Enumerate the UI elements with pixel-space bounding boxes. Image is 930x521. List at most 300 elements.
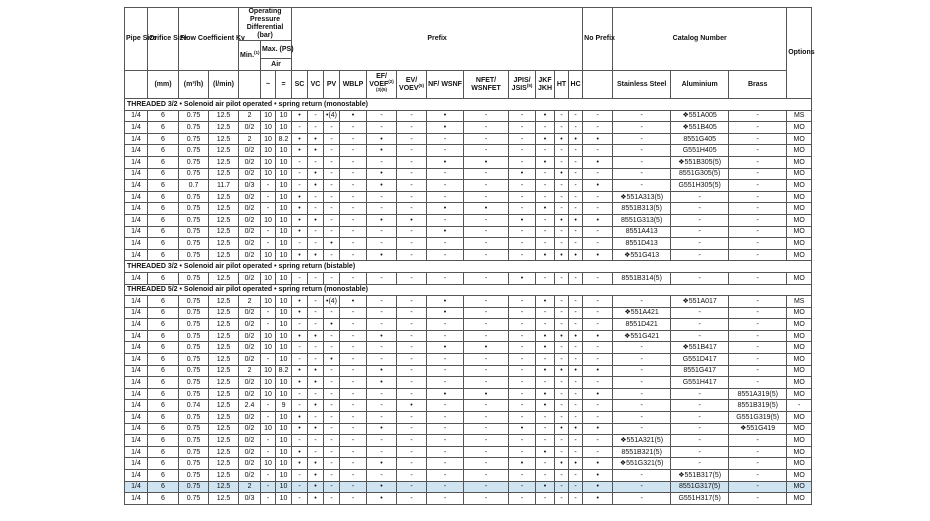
table-row bbox=[125, 470, 812, 482]
cell-no-prefix: • bbox=[583, 458, 613, 470]
catalog-aluminium: Aluminium bbox=[671, 71, 729, 99]
cell-pv: - bbox=[324, 180, 340, 192]
cell-kv-lmin: 12.5 bbox=[209, 191, 239, 203]
cell-ef: - bbox=[367, 388, 397, 400]
cell-wblp: - bbox=[340, 319, 367, 331]
cell-orifice-size: 6 bbox=[148, 423, 179, 435]
cell-kv-m3h: 0.75 bbox=[179, 145, 209, 157]
cell-nf: - bbox=[427, 168, 464, 180]
cell-ev: - bbox=[397, 319, 427, 331]
cell-kv-m3h: 0.75 bbox=[179, 307, 209, 319]
cell-ev: - bbox=[397, 412, 427, 424]
cell-vc: - bbox=[308, 156, 324, 168]
cell-brass: - bbox=[729, 203, 787, 215]
cell-pipe-size: 1/4 bbox=[125, 133, 148, 145]
table-row bbox=[125, 412, 812, 424]
cell-brass: - bbox=[729, 307, 787, 319]
cell-stainless: - bbox=[613, 388, 671, 400]
prefix-pv: PV bbox=[324, 71, 340, 99]
cell-ev: - bbox=[397, 133, 427, 145]
prefix-vc: VC bbox=[308, 71, 324, 99]
cell-ht: - bbox=[555, 481, 569, 493]
cell-sc: - bbox=[292, 122, 308, 134]
cell-nfet: - bbox=[464, 307, 509, 319]
cell-ef: - bbox=[367, 110, 397, 122]
cell-kv-m3h: 0.75 bbox=[179, 423, 209, 435]
table-row bbox=[125, 133, 812, 145]
cell-hc: - bbox=[569, 388, 583, 400]
cell-jpis: - bbox=[509, 296, 536, 308]
cell-sc: • bbox=[292, 203, 308, 215]
cell-pv: •(4) bbox=[324, 296, 340, 308]
cell-ef: - bbox=[367, 296, 397, 308]
cell-no-prefix: • bbox=[583, 493, 613, 505]
cell-sc: - bbox=[292, 354, 308, 366]
cell-nf: - bbox=[427, 191, 464, 203]
cell-kv-lmin: 12.5 bbox=[209, 330, 239, 342]
cell-hc: - bbox=[569, 238, 583, 250]
prefix-nf: NF/ WSNF bbox=[427, 71, 464, 99]
cell-vc: • bbox=[308, 168, 324, 180]
cell-kv-lmin: 12.5 bbox=[209, 354, 239, 366]
cell-pipe-size: 1/4 bbox=[125, 296, 148, 308]
table-row bbox=[125, 446, 812, 458]
cell-nfet: - bbox=[464, 272, 509, 284]
col-options: Options bbox=[787, 8, 812, 99]
cell-kv-m3h: 0.75 bbox=[179, 168, 209, 180]
cell-kv-lmin: 12.5 bbox=[209, 458, 239, 470]
cell-vc: - bbox=[308, 307, 324, 319]
cell-brass: - bbox=[729, 226, 787, 238]
cell-hc: - bbox=[569, 145, 583, 157]
cell-nf: - bbox=[427, 330, 464, 342]
cell-min-pressure: 0/2 bbox=[239, 191, 261, 203]
cell-aluminium: - bbox=[671, 226, 729, 238]
cell-max-ac: 10 bbox=[261, 377, 276, 389]
cell-orifice-size: 6 bbox=[148, 435, 179, 447]
cell-nfet: - bbox=[464, 435, 509, 447]
cell-max-ac: - bbox=[261, 481, 276, 493]
section-header bbox=[125, 284, 812, 296]
cell-ev: - bbox=[397, 203, 427, 215]
cell-pv: - bbox=[324, 249, 340, 261]
cell-brass: - bbox=[729, 481, 787, 493]
cell-nf: - bbox=[427, 423, 464, 435]
cell-jkf: - bbox=[536, 145, 555, 157]
cell-nfet: - bbox=[464, 400, 509, 412]
cell-jkf: • bbox=[536, 203, 555, 215]
cell-no-prefix: - bbox=[583, 377, 613, 389]
cell-jpis: - bbox=[509, 493, 536, 505]
cell-aluminium: - bbox=[671, 249, 729, 261]
cell-orifice-size: 6 bbox=[148, 307, 179, 319]
cell-pipe-size: 1/4 bbox=[125, 342, 148, 354]
cell-sc: - bbox=[292, 435, 308, 447]
cell-kv-lmin: 12.5 bbox=[209, 226, 239, 238]
cell-options: MO bbox=[787, 342, 812, 354]
cell-nfet: - bbox=[464, 377, 509, 389]
cell-sc: • bbox=[292, 145, 308, 157]
cell-brass: - bbox=[729, 133, 787, 145]
table-row bbox=[125, 388, 812, 400]
cell-nf: • bbox=[427, 156, 464, 168]
cell-orifice-size: 6 bbox=[148, 470, 179, 482]
catalog-brass: Brass bbox=[729, 71, 787, 99]
cell-pipe-size: 1/4 bbox=[125, 156, 148, 168]
cell-ef: - bbox=[367, 319, 397, 331]
cell-stainless: - bbox=[613, 168, 671, 180]
table-row bbox=[125, 272, 812, 284]
cell-nf: - bbox=[427, 133, 464, 145]
cell-pv: - bbox=[324, 435, 340, 447]
cell-nf: • bbox=[427, 203, 464, 215]
cell-max-ac: - bbox=[261, 412, 276, 424]
cell-options: MO bbox=[787, 319, 812, 331]
cell-ef: - bbox=[367, 307, 397, 319]
cell-max-dc: 8.2 bbox=[276, 133, 292, 145]
cell-no-prefix: - bbox=[583, 435, 613, 447]
cell-sc: • bbox=[292, 214, 308, 226]
cell-vc: - bbox=[308, 110, 324, 122]
cell-pipe-size: 1/4 bbox=[125, 168, 148, 180]
cell-jkf: - bbox=[536, 319, 555, 331]
cell-no-prefix: • bbox=[583, 423, 613, 435]
table-row bbox=[125, 168, 812, 180]
cell-ev: - bbox=[397, 388, 427, 400]
blank-header bbox=[239, 71, 261, 99]
cell-max-dc: 10 bbox=[276, 493, 292, 505]
cell-orifice-size: 6 bbox=[148, 330, 179, 342]
cell-wblp: - bbox=[340, 388, 367, 400]
table-row bbox=[125, 330, 812, 342]
cell-stainless: - bbox=[613, 493, 671, 505]
table-row bbox=[125, 296, 812, 308]
cell-ht: - bbox=[555, 388, 569, 400]
cell-jkf: • bbox=[536, 342, 555, 354]
cell-nf: • bbox=[427, 296, 464, 308]
cell-ev: - bbox=[397, 249, 427, 261]
cell-jpis: - bbox=[509, 307, 536, 319]
cell-kv-m3h: 0.75 bbox=[179, 272, 209, 284]
cell-max-dc: 10 bbox=[276, 238, 292, 250]
cell-wblp: - bbox=[340, 122, 367, 134]
cell-ht: - bbox=[555, 272, 569, 284]
cell-ht: • bbox=[555, 214, 569, 226]
cell-no-prefix: - bbox=[583, 122, 613, 134]
cell-aluminium: ❖551A005 bbox=[671, 110, 729, 122]
cell-pipe-size: 1/4 bbox=[125, 493, 148, 505]
cell-pv: - bbox=[324, 365, 340, 377]
cell-vc: • bbox=[308, 145, 324, 157]
cell-aluminium: - bbox=[671, 319, 729, 331]
cell-pv: - bbox=[324, 446, 340, 458]
cell-pv: - bbox=[324, 400, 340, 412]
cell-options: MO bbox=[787, 191, 812, 203]
cell-no-prefix: - bbox=[583, 342, 613, 354]
cell-nfet: - bbox=[464, 191, 509, 203]
cell-max-ac: 10 bbox=[261, 249, 276, 261]
cell-ev: - bbox=[397, 110, 427, 122]
cell-sc: • bbox=[292, 296, 308, 308]
valve-spec-table bbox=[124, 7, 815, 505]
col-prefix: Prefix bbox=[292, 8, 583, 71]
cell-kv-lmin: 12.5 bbox=[209, 238, 239, 250]
cell-sc: - bbox=[292, 272, 308, 284]
table-row bbox=[125, 238, 812, 250]
cell-nf: - bbox=[427, 412, 464, 424]
cell-max-dc: 10 bbox=[276, 214, 292, 226]
cell-max-dc: 10 bbox=[276, 435, 292, 447]
table-row bbox=[125, 458, 812, 470]
cell-brass: - bbox=[729, 446, 787, 458]
cell-nf: - bbox=[427, 214, 464, 226]
table-row bbox=[125, 342, 812, 354]
cell-orifice-size: 6 bbox=[148, 180, 179, 192]
cell-pv: • bbox=[324, 354, 340, 366]
cell-ht: - bbox=[555, 180, 569, 192]
cell-hc: - bbox=[569, 226, 583, 238]
cell-sc: • bbox=[292, 226, 308, 238]
cell-min-pressure: 2 bbox=[239, 481, 261, 493]
cell-options: MS bbox=[787, 110, 812, 122]
cell-max-ac: 10 bbox=[261, 272, 276, 284]
table-row bbox=[125, 214, 812, 226]
cell-wblp: - bbox=[340, 156, 367, 168]
cell-brass: 8551B319(5) bbox=[729, 400, 787, 412]
cell-no-prefix: • bbox=[583, 249, 613, 261]
cell-ev: - bbox=[397, 493, 427, 505]
cell-hc: - bbox=[569, 156, 583, 168]
cell-brass: - bbox=[729, 342, 787, 354]
cell-wblp: - bbox=[340, 203, 367, 215]
cell-min-pressure: 2 bbox=[239, 365, 261, 377]
cell-nfet: - bbox=[464, 238, 509, 250]
cell-stainless: - bbox=[613, 145, 671, 157]
cell-hc: • bbox=[569, 133, 583, 145]
cell-kv-m3h: 0.75 bbox=[179, 203, 209, 215]
cell-min-pressure: 0/2 bbox=[239, 226, 261, 238]
cell-vc: • bbox=[308, 423, 324, 435]
cell-brass: - bbox=[729, 272, 787, 284]
cell-kv-m3h: 0.75 bbox=[179, 156, 209, 168]
cell-aluminium: - bbox=[671, 203, 729, 215]
cell-min-pressure: 0/2 bbox=[239, 168, 261, 180]
cell-brass: - bbox=[729, 122, 787, 134]
cell-stainless: 8551B313(5) bbox=[613, 203, 671, 215]
cell-ef: • bbox=[367, 214, 397, 226]
cell-jpis: - bbox=[509, 377, 536, 389]
cell-nf: • bbox=[427, 342, 464, 354]
cell-kv-lmin: 12.5 bbox=[209, 203, 239, 215]
cell-vc: - bbox=[308, 272, 324, 284]
col-flow-coefficient: Flow Coefficient Kv bbox=[179, 8, 239, 71]
cell-brass: - bbox=[729, 458, 787, 470]
cell-orifice-size: 6 bbox=[148, 481, 179, 493]
cell-min-pressure: 0/2 bbox=[239, 412, 261, 424]
cell-ev: - bbox=[397, 435, 427, 447]
cell-nfet: • bbox=[464, 342, 509, 354]
cell-aluminium: ❖551B417 bbox=[671, 342, 729, 354]
cell-sc: • bbox=[292, 110, 308, 122]
cell-wblp: - bbox=[340, 493, 367, 505]
cell-options: MO bbox=[787, 249, 812, 261]
cell-vc: - bbox=[308, 446, 324, 458]
cell-nf: - bbox=[427, 377, 464, 389]
cell-stainless: - bbox=[613, 180, 671, 192]
cell-max-ac: 10 bbox=[261, 296, 276, 308]
cell-pv: - bbox=[324, 493, 340, 505]
cell-stainless: ❖551A421 bbox=[613, 307, 671, 319]
cell-wblp: - bbox=[340, 145, 367, 157]
cell-nf: • bbox=[427, 110, 464, 122]
cell-no-prefix: - bbox=[583, 307, 613, 319]
table-row bbox=[125, 122, 812, 134]
cell-stainless: - bbox=[613, 423, 671, 435]
cell-hc: - bbox=[569, 180, 583, 192]
cell-jkf: • bbox=[536, 133, 555, 145]
cell-stainless: - bbox=[613, 481, 671, 493]
cell-orifice-size: 6 bbox=[148, 110, 179, 122]
cell-max-dc: 10 bbox=[276, 110, 292, 122]
cell-kv-m3h: 0.75 bbox=[179, 377, 209, 389]
cell-options: MO bbox=[787, 435, 812, 447]
cell-vc: • bbox=[308, 481, 324, 493]
cell-jpis: - bbox=[509, 122, 536, 134]
cell-brass: - bbox=[729, 249, 787, 261]
cell-vc: • bbox=[308, 400, 324, 412]
cell-nfet: - bbox=[464, 226, 509, 238]
cell-no-prefix: - bbox=[583, 319, 613, 331]
cell-ht: - bbox=[555, 412, 569, 424]
cell-kv-m3h: 0.75 bbox=[179, 446, 209, 458]
cell-no-prefix: • bbox=[583, 481, 613, 493]
cell-brass: - bbox=[729, 493, 787, 505]
cell-stainless: 8551D413 bbox=[613, 238, 671, 250]
cell-no-prefix: - bbox=[583, 191, 613, 203]
cell-ev: - bbox=[397, 296, 427, 308]
cell-nfet: - bbox=[464, 249, 509, 261]
cell-wblp: - bbox=[340, 330, 367, 342]
cell-jkf: - bbox=[536, 423, 555, 435]
cell-hc: - bbox=[569, 342, 583, 354]
col-pipe-size: Pipe Size bbox=[125, 8, 148, 71]
cell-sc: • bbox=[292, 446, 308, 458]
cell-sc: • bbox=[292, 133, 308, 145]
cell-ef: • bbox=[367, 180, 397, 192]
cell-ev: - bbox=[397, 342, 427, 354]
cell-vc: - bbox=[308, 122, 324, 134]
cell-kv-m3h: 0.75 bbox=[179, 122, 209, 134]
cell-pipe-size: 1/4 bbox=[125, 180, 148, 192]
cell-wblp: • bbox=[340, 110, 367, 122]
cell-pv: - bbox=[324, 122, 340, 134]
cell-jpis: - bbox=[509, 133, 536, 145]
cell-jpis: - bbox=[509, 203, 536, 215]
cell-options: MO bbox=[787, 214, 812, 226]
col-orifice-size: Orifice Size bbox=[148, 8, 179, 71]
cell-ht: - bbox=[555, 122, 569, 134]
cell-pipe-size: 1/4 bbox=[125, 423, 148, 435]
cell-max-ac: 10 bbox=[261, 145, 276, 157]
cell-jpis: • bbox=[509, 214, 536, 226]
cell-no-prefix: • bbox=[583, 214, 613, 226]
cell-aluminium: - bbox=[671, 446, 729, 458]
cell-vc: - bbox=[308, 412, 324, 424]
cell-ef: • bbox=[367, 133, 397, 145]
cell-max-dc: 10 bbox=[276, 377, 292, 389]
cell-kv-lmin: 12.5 bbox=[209, 307, 239, 319]
cell-kv-lmin: 11.7 bbox=[209, 180, 239, 192]
cell-no-prefix: • bbox=[583, 330, 613, 342]
cell-orifice-size: 6 bbox=[148, 203, 179, 215]
cell-max-ac: - bbox=[261, 435, 276, 447]
cell-max-dc: 10 bbox=[276, 203, 292, 215]
cell-brass: - bbox=[729, 319, 787, 331]
cell-nfet: - bbox=[464, 122, 509, 134]
prefix-ef: EF/ $VOEF^{(2)(3)(5)}$ bbox=[367, 71, 397, 99]
table-row bbox=[125, 365, 812, 377]
cell-no-prefix: • bbox=[583, 365, 613, 377]
cell-aluminium: G551H305(5) bbox=[671, 180, 729, 192]
cell-pv: - bbox=[324, 168, 340, 180]
cell-jpis: • bbox=[509, 423, 536, 435]
cell-ht: - bbox=[555, 156, 569, 168]
cell-max-ac: - bbox=[261, 354, 276, 366]
col-catalog-number: Catalog Number bbox=[613, 8, 787, 71]
cell-stainless: - bbox=[613, 133, 671, 145]
cell-pipe-size: 1/4 bbox=[125, 238, 148, 250]
cell-ht: - bbox=[555, 238, 569, 250]
cell-ef: - bbox=[367, 156, 397, 168]
cell-sc: • bbox=[292, 191, 308, 203]
cell-ev: - bbox=[397, 365, 427, 377]
cell-stainless: - bbox=[613, 296, 671, 308]
cell-vc: - bbox=[308, 435, 324, 447]
cell-pipe-size: 1/4 bbox=[125, 272, 148, 284]
cell-brass: - bbox=[729, 191, 787, 203]
cell-ef: - bbox=[367, 354, 397, 366]
cell-options: MO bbox=[787, 412, 812, 424]
cell-orifice-size: 6 bbox=[148, 458, 179, 470]
cell-jpis: - bbox=[509, 354, 536, 366]
cell-wblp: - bbox=[340, 307, 367, 319]
cell-min-pressure: 0/2 bbox=[239, 272, 261, 284]
cell-max-dc: 10 bbox=[276, 226, 292, 238]
cell-pipe-size: 1/4 bbox=[125, 122, 148, 134]
cell-ev: - bbox=[397, 458, 427, 470]
cell-ev: - bbox=[397, 238, 427, 250]
cell-jkf: - bbox=[536, 377, 555, 389]
cell-max-dc: 10 bbox=[276, 272, 292, 284]
cell-max-dc: 10 bbox=[276, 145, 292, 157]
prefix-wblp: WBLP bbox=[340, 71, 367, 99]
cell-stainless: 8551G313(5) bbox=[613, 214, 671, 226]
cell-aluminium: - bbox=[671, 400, 729, 412]
cell-ef: • bbox=[367, 493, 397, 505]
cell-options: MO bbox=[787, 307, 812, 319]
cell-jpis: - bbox=[509, 180, 536, 192]
cell-pv: - bbox=[324, 481, 340, 493]
cell-jkf: • bbox=[536, 330, 555, 342]
cell-ef: - bbox=[367, 435, 397, 447]
cell-wblp: - bbox=[340, 214, 367, 226]
cell-no-prefix: • bbox=[583, 470, 613, 482]
cell-pv: - bbox=[324, 214, 340, 226]
cell-pipe-size: 1/4 bbox=[125, 412, 148, 424]
cell-hc: - bbox=[569, 412, 583, 424]
col-min: Min.$^{(1)}$ bbox=[239, 41, 261, 71]
cell-kv-lmin: 12.5 bbox=[209, 342, 239, 354]
